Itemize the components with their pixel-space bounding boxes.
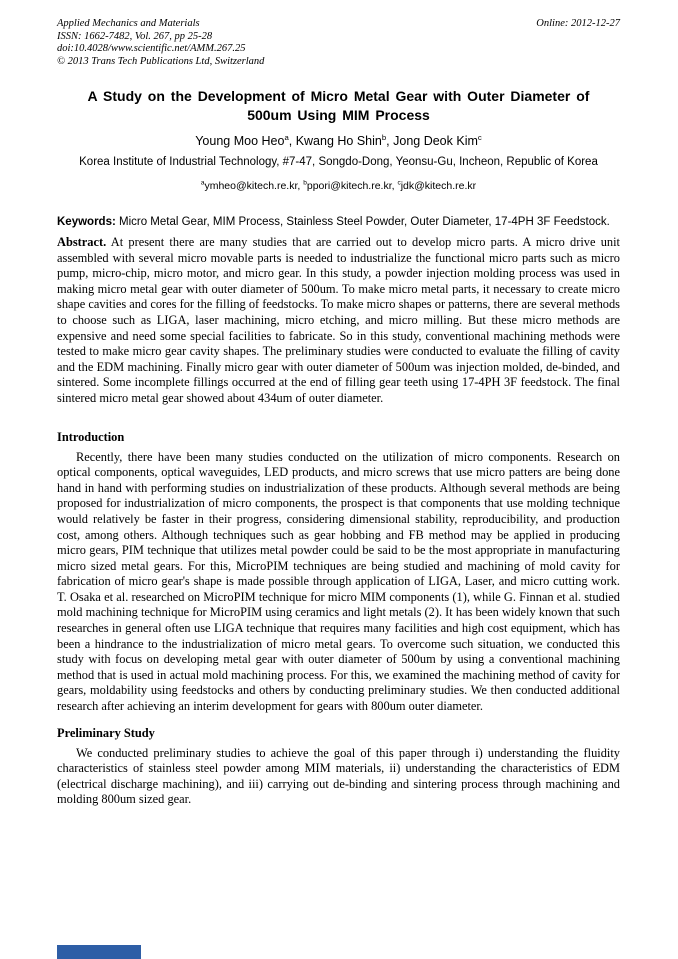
author-2-sup: b — [381, 132, 387, 142]
abstract-text: At present there are many studies that are carried out to develop micro parts. A micro drive unit assembled with several micro movable parts is needed to industrialize the functional micro parts such as micro pump, micro-chip, micro motor, and micro gear. In this study, a powder injection molding process was used in making micro metal gear with outer diameter of 500um. To make micro metal parts, it necessary to create micro shape cavities and cores for the filling of feedstocks. To make micro shapes or patterns, there are several methods to choose such as LIGA, laser machining, micro etching, and micro milling. But these micro methods are expensive and need some special facilities to fabricate. So in this study, conventional machining methods were tested to make micro gear cavity shapes. The preliminary studies were conducted to evaluate the filling of cavity and the EDM machining. Finally micro gear with outer diameter of 500um was injection molded, de-binded, and sintered. Some incomplete fillings occurred at the end of filling gear teeth using 17-4PH 3F feedstock. The final sintered micro metal gear showed about 434um of outer diameter. — [57, 235, 620, 405]
doi-line: doi:10.4028/www.scientific.net/AMM.267.25 — [57, 43, 246, 54]
abstract-block — [57, 235, 620, 407]
email-1-address: ymheo@kitech.re.kr, — [204, 180, 304, 192]
issn-line: ISSN: 1662-7482, Vol. 267, pp 25-28 — [57, 30, 213, 42]
paper-title: A Study on the Development of Micro Metal Gear with Outer Diameter of 500um Using MIM Process — [87, 88, 590, 123]
preliminary-study-paragraph: We conducted preliminary studies to achieve the goal of this paper through i) understanding the fluidity characteristics of stainless steel powder among MIM materials, ii) understanding the characteristics of EDM (electrical discharge machining), and iii) carrying out de-binding and sintering process through machining and molding 800um sized gear. — [57, 745, 620, 807]
section-heading-introduction: Introduction — [57, 429, 125, 444]
email-2-address: ppori@kitech.re.kr, — [306, 180, 398, 192]
email-3-sup: c — [397, 179, 401, 187]
email-1-sup: a — [200, 179, 205, 187]
section-heading-preliminary-study: Preliminary Study — [57, 725, 155, 740]
author-1-sup: a — [284, 132, 289, 142]
author-2-name: , Kwang Ho Shin — [288, 134, 382, 148]
keywords-label: Keywords: — [57, 216, 116, 228]
author-1-name: Young Moo Heo — [195, 134, 285, 148]
email-3-address: jdk@kitech.re.kr — [400, 180, 477, 192]
journal-header — [57, 18, 620, 68]
abstract-label: Abstract. — [57, 235, 107, 249]
affiliation: Korea Institute of Industrial Technology, #7-47, Songdo-Dong, Yeonsu-Gu, Incheon, Republic of Korea — [79, 156, 598, 168]
keywords-block — [57, 215, 620, 230]
author-3-name: , Jong Deok Kim — [386, 134, 478, 148]
authors-line — [57, 134, 620, 148]
author-3-sup: c — [477, 132, 482, 142]
keywords-text: Micro Metal Gear, MIM Process, Stainless Steel Powder, Outer Diameter, 17-4PH 3F Feedstock. — [115, 216, 610, 228]
journal-header-row — [57, 18, 620, 31]
email-2-sup: b — [303, 179, 307, 187]
emails-line — [57, 180, 620, 192]
online-date: Online: 2012-12-27 — [536, 18, 620, 29]
publisher-footer-bar — [57, 945, 141, 959]
journal-name: Applied Mechanics and Materials — [57, 18, 200, 29]
copyright-line: © 2013 Trans Tech Publications Ltd, Switzerland — [57, 55, 265, 67]
introduction-paragraph: Recently, there have been many studies conducted on the utilization of micro components. Research on optical components, optical waveguides, LED products, and micro screws that use micro patters are being done hand in hand with performing studies on industrialization of these products. Although several methods are being proposed for industrialization of micro components, the prospect is that components that use molding technique would relatively be faster in their progress, considering dimensional stability, reproducibility, and production cost, among others. Although techniques such as gear hobbing and FB method may be applied in producing micro gears, PIM technique that utilizes metal powder could be said to be the most appropriate in manufacturing micro sized metal gears. For this, MicroPIM techniques are being studied and machining of mold cavity for fabrication of micro gear's shape is made possible through application of LIGA, Laser, and micro cutting work. T. Osaka et al. researched on MicroPIM technique for micro MIM components (1), while G. Finnan et al. studied mold machining technique for MicroPIM using ceramics and light metals (2). It has been widely known that such researches in general often use LIGA technique that requires many facilities and high cost equipment, which has been a hindrance to the industrialization of micro metal gears. To overcome such situation, we conducted this study with focus on developing metal gear with outer diameter of 500um by using a conventional machining method that is used in actual mold machining process. For this, we examined the machining method of cavity for gears, moldability using feedstocks and others by conducting preliminary studies. We then conducted additional research after achieving an interim development for gears with 800um outer diameter. — [57, 449, 620, 714]
